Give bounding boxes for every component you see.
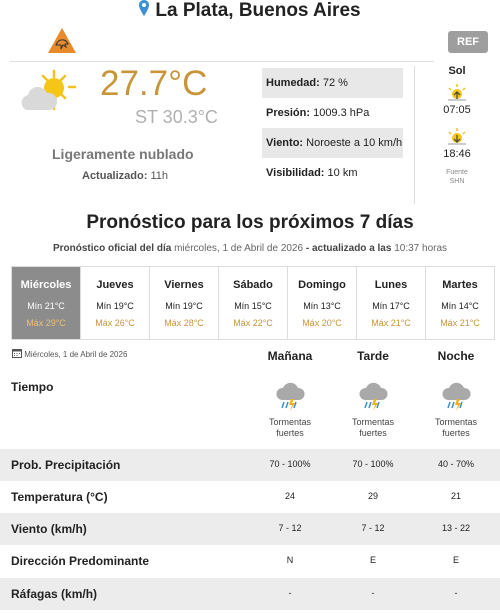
day-max: Máx 21°C	[440, 318, 480, 328]
day-name: Martes	[442, 279, 478, 291]
stat-value: 72 %	[322, 77, 348, 89]
storm-cloud-icon	[274, 380, 306, 412]
vertical-divider	[414, 66, 415, 204]
row-value: -	[454, 588, 458, 598]
sunset-icon	[446, 127, 468, 150]
day-tab-domingo[interactable]	[288, 267, 357, 339]
detail-date-text: Miércoles, 1 de Abril de 2026	[24, 350, 128, 359]
stat-humidity	[262, 68, 403, 98]
period-morning: Mañana	[267, 349, 313, 363]
day-tab-sabado[interactable]	[219, 267, 288, 339]
stat-label: Visibilidad:	[266, 167, 325, 179]
day-tab-martes[interactable]	[426, 267, 494, 339]
forecast-sub-date: miércoles, 1 de Abril de 2026	[174, 243, 304, 254]
day-min: Mín 13°C	[303, 301, 341, 311]
row-value: 13 - 22	[441, 523, 471, 533]
row-value: N	[286, 555, 294, 565]
feels-like: ST 30.3°C	[135, 107, 218, 127]
stat-visibility	[262, 158, 403, 188]
row-label: Prob. Precipitación	[11, 458, 121, 472]
day-max: Máx 28°C	[164, 318, 204, 328]
day-max: Máx 21°C	[371, 318, 411, 328]
weather-text-2: fuertes	[442, 428, 470, 438]
current-temperature: 27.7°C	[100, 64, 208, 103]
row-value: 24	[284, 491, 295, 501]
storm-cloud-icon	[357, 380, 389, 412]
day-name: Jueves	[96, 279, 134, 291]
day-name: Lunes	[374, 279, 408, 291]
partly-cloudy-icon	[18, 68, 78, 123]
row-temperature	[0, 481, 500, 513]
row-wind	[0, 513, 500, 545]
row-value: 7 - 12	[361, 523, 385, 533]
sunrise-icon	[446, 83, 468, 106]
row-value: 7 - 12	[278, 523, 302, 533]
stat-label: Viento:	[266, 137, 304, 149]
calendar-icon	[12, 350, 24, 359]
day-tab-jueves[interactable]	[81, 267, 150, 339]
updated-value: 11h	[150, 170, 169, 182]
weather-morning	[250, 380, 330, 439]
row-value: -	[288, 588, 292, 598]
source-name: SHN	[449, 178, 465, 185]
row-value: -	[371, 588, 375, 598]
row-value: E	[452, 555, 459, 565]
header-divider	[10, 61, 434, 62]
row-value: 40 - 70%	[437, 459, 475, 469]
location-name: La Plata, Buenos Aires	[155, 0, 361, 22]
day-max: Máx 26°C	[95, 318, 135, 328]
day-min: Mín 14°C	[441, 301, 479, 311]
row-value: 21	[450, 491, 461, 501]
day-max: Máx 20°C	[302, 318, 342, 328]
forecast-title: Pronóstico para los próximos 7 días	[86, 212, 414, 233]
day-tab-miercoles[interactable]	[12, 267, 81, 339]
row-value: 70 - 100%	[352, 459, 394, 469]
updated-label: Actualizado:	[82, 170, 148, 182]
row-label: Dirección Predominante	[11, 554, 150, 568]
stat-label: Humedad:	[266, 77, 320, 89]
row-value: E	[369, 555, 376, 565]
period-night: Noche	[437, 349, 475, 363]
row-label: Temperatura (°C)	[11, 490, 108, 504]
day-max: Máx 29°C	[26, 318, 66, 328]
day-min: Mín 19°C	[96, 301, 134, 311]
storm-cloud-icon	[440, 380, 472, 412]
weather-text-1: Tormentas	[434, 417, 478, 427]
weather-text-1: Tormentas	[351, 417, 395, 427]
day-min: Mín 17°C	[372, 301, 410, 311]
ref-button[interactable]: REF	[448, 31, 488, 53]
sun-label: Sol	[448, 65, 466, 77]
day-name: Sábado	[233, 279, 273, 291]
updated-text	[82, 170, 168, 182]
day-tab-lunes[interactable]	[357, 267, 426, 339]
sunrise-time: 07:05	[443, 104, 471, 116]
stat-wind	[262, 128, 403, 158]
period-afternoon: Tarde	[357, 349, 389, 363]
forecast-sub-prefix: Pronóstico oficial del día	[52, 243, 172, 254]
weather-afternoon	[333, 380, 413, 439]
row-label: Viento (km/h)	[11, 522, 87, 536]
weather-text-2: fuertes	[276, 428, 304, 438]
stat-value: 1009.3 hPa	[313, 107, 370, 119]
day-min: Mín 15°C	[234, 301, 272, 311]
row-label: Ráfagas (km/h)	[11, 587, 98, 601]
day-min: Mín 21°C	[27, 301, 65, 311]
row-gusts	[0, 578, 500, 610]
stat-pressure	[262, 98, 403, 128]
source-label: Fuente	[446, 169, 468, 176]
day-max: Máx 22°C	[233, 318, 273, 328]
current-condition: Ligeramente nublado	[52, 146, 194, 162]
weather-text-1: Tormentas	[268, 417, 312, 427]
day-name: Viernes	[164, 279, 204, 291]
row-value: 70 - 100%	[269, 459, 311, 469]
day-name: Domingo	[298, 279, 346, 291]
day-tabs	[11, 266, 495, 340]
location-title	[0, 0, 500, 24]
day-name: Miércoles	[20, 279, 72, 291]
sunset-time: 18:46	[443, 148, 471, 160]
forecast-sub-mid: - actualizado a las	[305, 243, 392, 254]
row-precipitation	[0, 449, 500, 481]
stat-value: Noroeste a 10 km/h	[306, 137, 403, 149]
sun-source	[440, 168, 474, 186]
day-tab-viernes[interactable]	[150, 267, 219, 339]
detail-date	[12, 348, 127, 359]
location-pin-icon	[139, 0, 149, 22]
tiempo-label: Tiempo	[11, 380, 54, 394]
stat-label: Presión:	[266, 107, 311, 119]
weather-text-2: fuertes	[359, 428, 387, 438]
day-min: Mín 19°C	[165, 301, 203, 311]
row-direction	[0, 545, 500, 577]
weather-night	[416, 380, 496, 439]
forecast-sub-time: 10:37 horas	[394, 243, 448, 254]
forecast-subtitle	[0, 243, 500, 254]
stat-value: 10 km	[327, 167, 358, 179]
storm-alert-icon[interactable]	[47, 27, 77, 59]
row-value: 29	[367, 491, 378, 501]
